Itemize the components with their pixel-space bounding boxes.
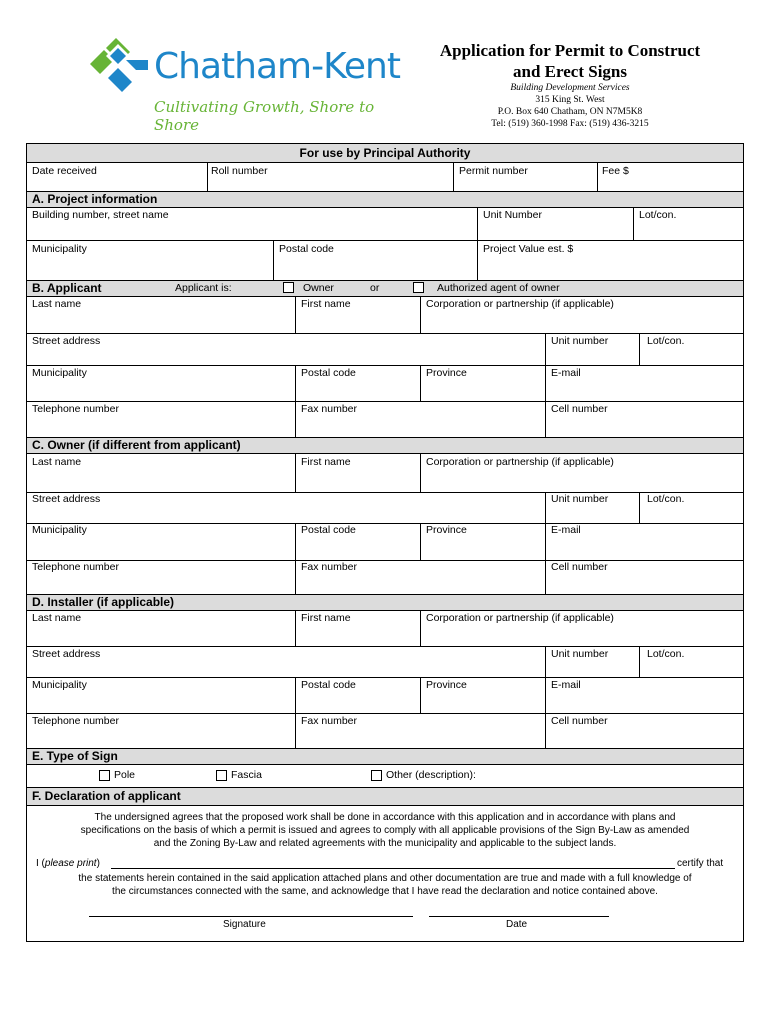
installer-corporation-field[interactable]: Corporation or partnership (if applicable) bbox=[426, 612, 614, 624]
roll-number-field[interactable]: Roll number bbox=[211, 165, 268, 177]
declaration-paragraph: The undersigned agrees that the proposed work shall be done in accordance with this application and in accordance with plans and specifications on the basis of which a permit is issued and agrees to comply with all applicable provisions of the Sign By-Law as amended and the Zoning By-Law and related agreements with the municipality and applicable to the subject lands. bbox=[80, 812, 690, 849]
logo-tagline: Cultivating Growth, Shore to Shore bbox=[154, 98, 375, 134]
owner-option-label: Owner bbox=[303, 282, 334, 294]
owner-municipality-field[interactable]: Municipality bbox=[32, 524, 87, 536]
other-checkbox[interactable] bbox=[371, 770, 382, 781]
installer-first-name-field[interactable]: First name bbox=[301, 612, 351, 624]
pole-label: Pole bbox=[114, 769, 136, 781]
applicant-corporation-field[interactable]: Corporation or partnership (if applicable) bbox=[426, 298, 614, 310]
owner-checkbox[interactable] bbox=[283, 282, 294, 293]
permit-number-field[interactable]: Permit number bbox=[459, 165, 528, 177]
project-lot-con-field[interactable]: Lot/con. bbox=[639, 209, 677, 221]
installer-cell-field[interactable]: Cell number bbox=[551, 715, 608, 727]
project-value-field[interactable]: Project Value est. $ bbox=[483, 243, 574, 255]
agent-option-label: Authorized agent of owner bbox=[437, 282, 560, 294]
installer-unit-field[interactable]: Unit number bbox=[551, 648, 609, 660]
signature-label: Signature bbox=[223, 919, 266, 930]
date-received-field[interactable]: Date received bbox=[32, 165, 97, 177]
fascia-label: Fascia bbox=[231, 769, 262, 781]
permit-form bbox=[26, 143, 744, 942]
pole-checkbox[interactable] bbox=[99, 770, 110, 781]
installer-postal-field[interactable]: Postal code bbox=[301, 679, 356, 691]
date-label: Date bbox=[506, 919, 528, 930]
applicant-first-name-field[interactable]: First name bbox=[301, 298, 351, 310]
section-b-heading: B. Applicant bbox=[32, 281, 102, 295]
owner-unit-field[interactable]: Unit number bbox=[551, 493, 609, 505]
applicant-province-field[interactable]: Province bbox=[426, 367, 467, 379]
section-a-heading: A. Project information bbox=[32, 192, 158, 206]
owner-lot-con-field[interactable]: Lot/con. bbox=[647, 493, 685, 505]
installer-telephone-field[interactable]: Telephone number bbox=[32, 715, 119, 727]
owner-email-field[interactable]: E-mail bbox=[551, 524, 581, 536]
or-label: or bbox=[370, 282, 380, 294]
building-street-field[interactable]: Building number, street name bbox=[32, 209, 169, 221]
date-line[interactable] bbox=[429, 916, 609, 917]
installer-street-field[interactable]: Street address bbox=[32, 648, 101, 660]
applicant-is-label: Applicant is: bbox=[175, 282, 232, 294]
owner-last-name-field[interactable]: Last name bbox=[32, 456, 82, 468]
installer-municipality-field[interactable]: Municipality bbox=[32, 679, 87, 691]
installer-last-name-field[interactable]: Last name bbox=[32, 612, 82, 624]
applicant-fax-field[interactable]: Fax number bbox=[301, 403, 358, 415]
logo bbox=[88, 36, 418, 134]
installer-fax-field[interactable]: Fax number bbox=[301, 715, 358, 727]
print-name-line[interactable]: I (please print) bbox=[36, 858, 100, 869]
applicant-municipality-field[interactable]: Municipality bbox=[32, 367, 87, 379]
fascia-checkbox[interactable] bbox=[216, 770, 227, 781]
page-title: Application for Permit to Construct and Erect Signs bbox=[439, 41, 701, 81]
logo-wordmark: Chatham-Kent bbox=[154, 46, 400, 87]
applicant-telephone-field[interactable]: Telephone number bbox=[32, 403, 119, 415]
owner-telephone-field[interactable]: Telephone number bbox=[32, 561, 119, 573]
project-postal-code-field[interactable]: Postal code bbox=[279, 243, 334, 255]
installer-email-field[interactable]: E-mail bbox=[551, 679, 581, 691]
section-e-heading: E. Type of Sign bbox=[32, 749, 118, 763]
office-address: Building Development Services 315 King St. West P.O. Box 640 Chatham, ON N7M5K8 Tel: (519) 360-1998 Fax: (519) 436-3215 bbox=[491, 83, 649, 129]
applicant-postal-field[interactable]: Postal code bbox=[301, 367, 356, 379]
owner-corporation-field[interactable]: Corporation or partnership (if applicable) bbox=[426, 456, 614, 468]
certification-paragraph: the statements herein contained in the said application attached plans and other documentation are true and made with a full knowledge of the circumstances connected with the same, and acknowledge that I have read the declaration and notice contained above. bbox=[78, 873, 692, 897]
applicant-street-field[interactable]: Street address bbox=[32, 335, 101, 347]
owner-postal-field[interactable]: Postal code bbox=[301, 524, 356, 536]
section-d-heading: D. Installer (if applicable) bbox=[32, 595, 175, 609]
certify-label: certify that bbox=[677, 858, 724, 869]
project-municipality-field[interactable]: Municipality bbox=[32, 243, 87, 255]
applicant-email-field[interactable]: E-mail bbox=[551, 367, 581, 379]
owner-fax-field[interactable]: Fax number bbox=[301, 561, 358, 573]
signature-line[interactable] bbox=[89, 916, 413, 917]
installer-province-field[interactable]: Province bbox=[426, 679, 467, 691]
fee-field[interactable]: Fee $ bbox=[602, 165, 629, 177]
applicant-lot-con-field[interactable]: Lot/con. bbox=[647, 335, 685, 347]
chatham-kent-logo-icon bbox=[88, 36, 152, 96]
applicant-unit-field[interactable]: Unit number bbox=[551, 335, 609, 347]
owner-province-field[interactable]: Province bbox=[426, 524, 467, 536]
project-unit-number-field[interactable]: Unit Number bbox=[483, 209, 542, 221]
installer-lot-con-field[interactable]: Lot/con. bbox=[647, 648, 685, 660]
owner-street-field[interactable]: Street address bbox=[32, 493, 101, 505]
authority-title: For use by Principal Authority bbox=[299, 146, 471, 160]
section-c-heading: C. Owner (if different from applicant) bbox=[32, 438, 241, 452]
other-label: Other (description): bbox=[386, 769, 476, 781]
owner-cell-field[interactable]: Cell number bbox=[551, 561, 608, 573]
applicant-last-name-field[interactable]: Last name bbox=[32, 298, 82, 310]
section-f-heading: F. Declaration of applicant bbox=[32, 789, 181, 803]
applicant-cell-field[interactable]: Cell number bbox=[551, 403, 608, 415]
agent-checkbox[interactable] bbox=[413, 282, 424, 293]
owner-first-name-field[interactable]: First name bbox=[301, 456, 351, 468]
